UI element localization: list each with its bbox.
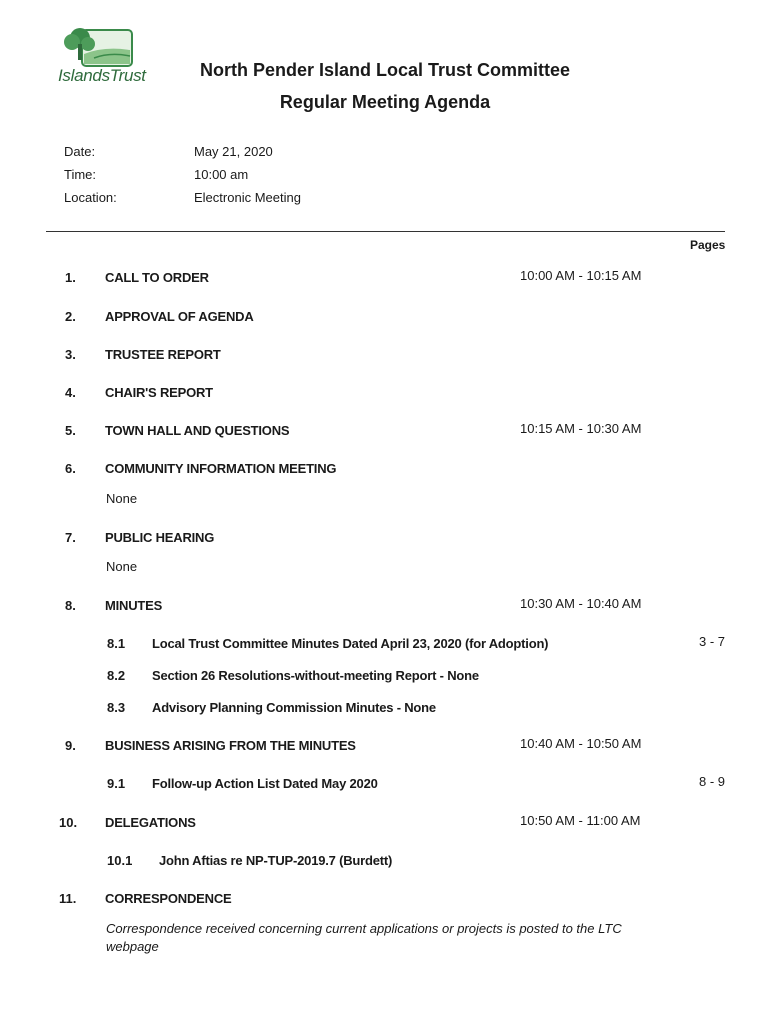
agenda-item-number: 1. [65,270,76,285]
agenda-item-note: None [106,559,138,574]
agenda-item-number: 4. [65,385,76,400]
sub-item-number: 8.1 [107,636,126,651]
agenda-item-title: COMMUNITY INFORMATION MEETING [105,461,337,476]
agenda-item-time: 10:50 AM - 11:00 AM [520,813,641,828]
page-reference: 8 - 9 [699,774,726,789]
agenda-item-note: None [106,491,138,506]
agenda-item-number: 9. [65,738,76,753]
divider [46,231,725,232]
agenda-item-title: CORRESPONDENCE [105,891,232,906]
agenda-item-time: 10:15 AM - 10:30 AM [520,421,642,436]
agenda-item-title: TRUSTEE REPORT [105,347,221,362]
agenda-item-title: CHAIR'S REPORT [105,385,213,400]
agenda-item-title: BUSINESS ARISING FROM THE MINUTES [105,738,356,753]
agenda-item-number: 5. [65,423,76,438]
agenda-item-title: PUBLIC HEARING [105,530,215,545]
sub-item-title: John Aftias re NP-TUP-2019.7 (Burdett) [159,853,393,868]
agenda-item-number: 10. [59,815,78,830]
agenda-item-time: 10:40 AM - 10:50 AM [520,736,642,751]
sub-item-number: 8.2 [107,668,126,683]
agenda-item-title: CALL TO ORDER [105,270,209,285]
time-label: Time: [64,167,97,182]
date-value: May 21, 2020 [194,144,273,159]
agenda-item-time: 10:30 AM - 10:40 AM [520,596,642,611]
agenda-item-number: 11. [59,891,77,906]
sub-item-title: Follow-up Action List Dated May 2020 [152,776,378,791]
agenda-item-title: TOWN HALL AND QUESTIONS [105,423,290,438]
sub-item-title: Section 26 Resolutions-without-meeting Report - None [152,668,479,683]
sub-item-number: 10.1 [107,853,133,868]
sub-item-title: Advisory Planning Commission Minutes - None [152,700,436,715]
agenda-item-number: 2. [65,309,76,324]
sub-item-number: 9.1 [107,776,126,791]
date-label: Date: [64,144,96,159]
page-title: North Pender Island Local Trust Committee [199,60,571,80]
agenda-item-time: 10:00 AM - 10:15 AM [520,268,642,283]
agenda-item-number: 8. [65,598,76,613]
location-value: Electronic Meeting [194,190,301,205]
correspondence-note: Correspondence received concerning current applications or projects is posted to the LTC webpage [106,921,622,954]
page-reference: 3 - 7 [699,634,726,649]
time-value: 10:00 am [194,167,249,182]
agenda-item-number: 6. [65,461,76,476]
sub-item-number: 8.3 [107,700,126,715]
page-subtitle: Regular Meeting Agenda [279,92,491,112]
pages-column-header: Pages [690,238,726,252]
logo-wordmark: IslandsTrust [58,66,146,85]
agenda-item-number: 7. [65,530,76,545]
agenda-item-title: DELEGATIONS [105,815,196,830]
agenda-item-title: MINUTES [105,598,163,613]
sub-item-title: Local Trust Committee Minutes Dated April 23, 2020 (for Adoption) [152,636,549,651]
agenda-item-title: APPROVAL OF AGENDA [105,309,254,324]
location-label: Location: [64,190,117,205]
agenda-item-number: 3. [65,347,76,362]
